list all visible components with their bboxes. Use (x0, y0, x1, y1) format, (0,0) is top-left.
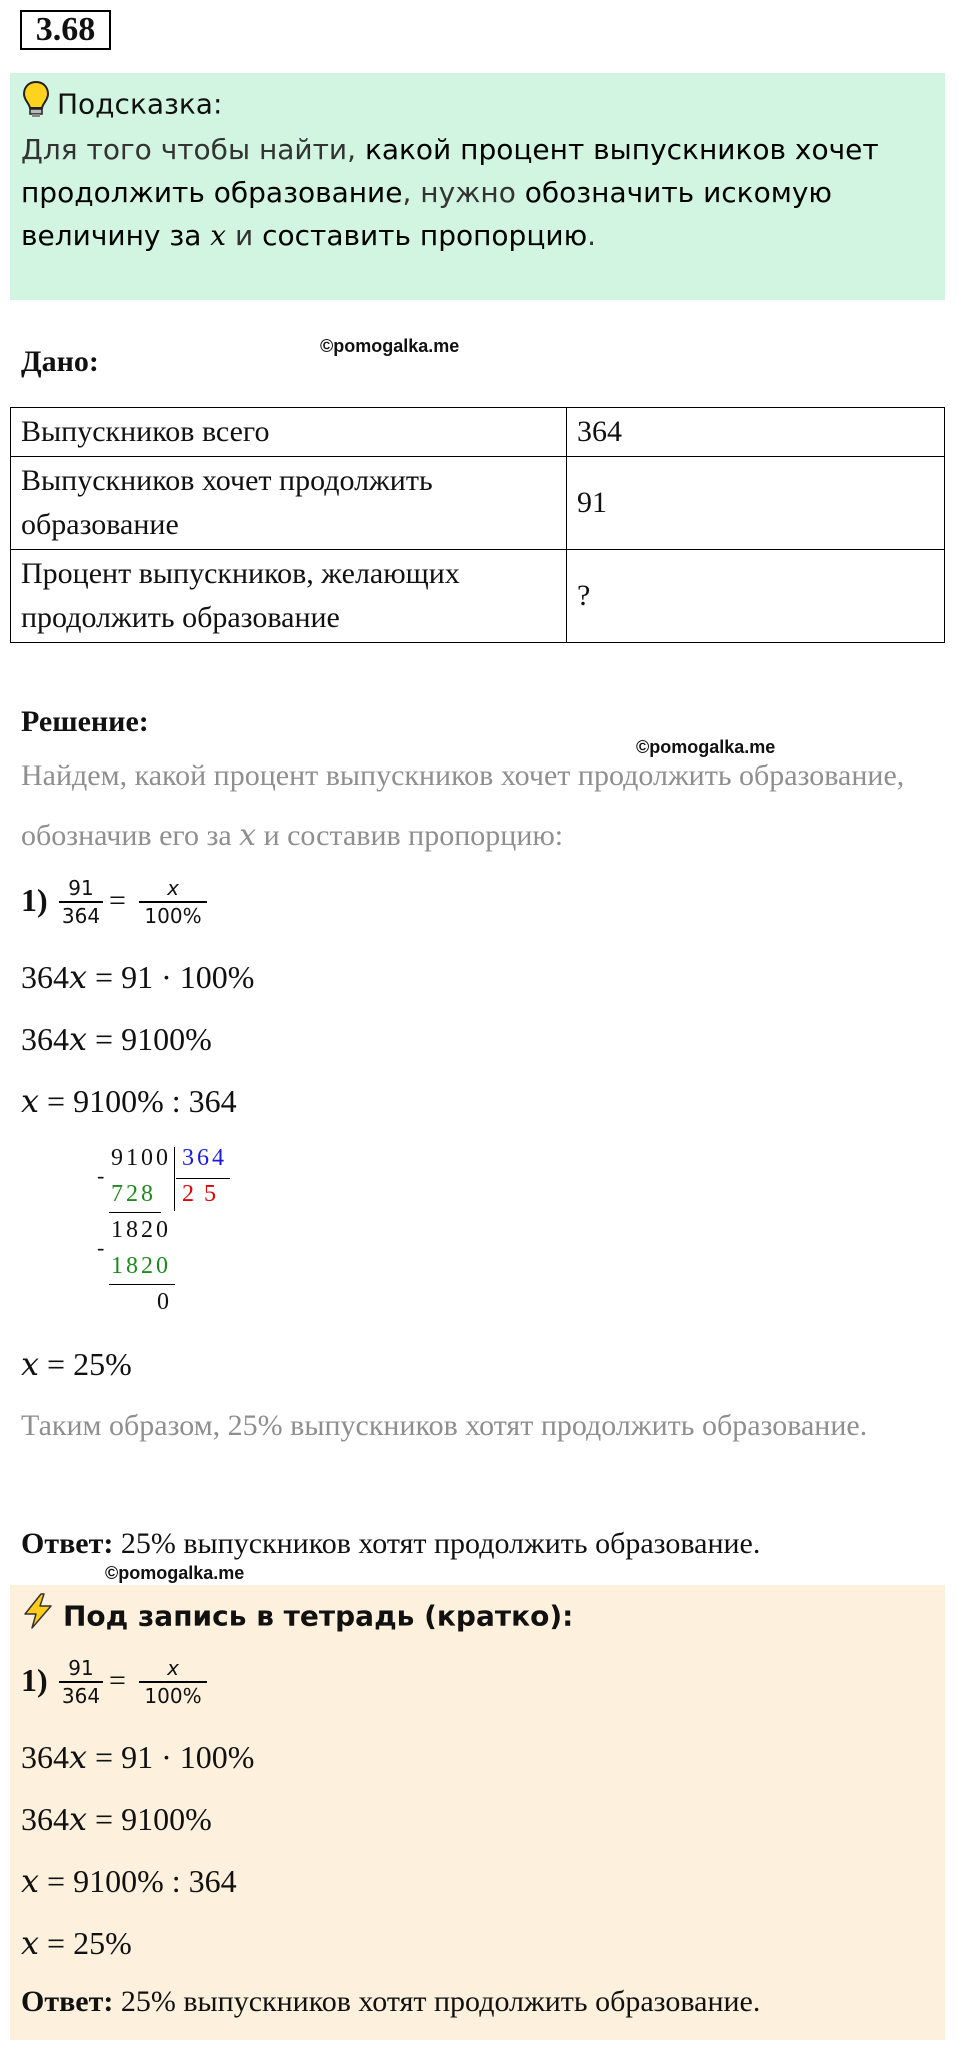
equation-line: x = 9100% : 364 (21, 1862, 237, 1900)
table-cell-label: Процент выпускников, желающих продолжить образование (11, 550, 567, 643)
final-remainder: 0 (157, 1289, 172, 1315)
fraction-denominator: 364 (61, 1684, 101, 1708)
table-row (11, 550, 945, 643)
hint-text-emphasis: составить пропорцию (262, 219, 588, 252)
hint-text (21, 128, 931, 257)
fraction-numerator: 91 (68, 1656, 94, 1680)
fraction-right (139, 875, 207, 929)
watermark: ©pomogalka.me (105, 1563, 245, 1583)
hint-title-row (21, 80, 222, 131)
fraction-denominator: 100% (144, 1684, 202, 1708)
table-cell-value: ? (567, 550, 945, 643)
fraction-left (59, 875, 103, 929)
fraction-numerator: x (167, 876, 179, 900)
given-table (10, 407, 945, 643)
intro-variable: x (239, 818, 257, 853)
equals-sign: = (109, 884, 126, 917)
solution-intro (21, 746, 921, 866)
equation-line: x = 9100% : 364 (21, 1082, 237, 1120)
lightning-icon (21, 1592, 55, 1643)
equation-line: 364x = 91 · 100% (21, 1738, 255, 1776)
fraction-right (139, 1655, 207, 1709)
dividend: 9100 (111, 1145, 171, 1171)
problem-number: 3.68 (20, 10, 111, 50)
short-title-row (21, 1592, 573, 1643)
fraction-denominator: 364 (61, 904, 101, 928)
hint-variable: x (210, 219, 227, 252)
divisor: 364 (182, 1145, 227, 1171)
watermark: ©pomogalka.me (320, 336, 460, 356)
conclusion: Таким образом, 25% выпускников хотят продолжить образование. (21, 1409, 868, 1442)
short-title: Под запись в тетрадь (кратко): (63, 1599, 574, 1633)
fraction-left (59, 1655, 103, 1709)
result-line: x = 25% (21, 1345, 132, 1383)
long-division (95, 1145, 245, 1320)
equation-line: 364x = 9100% (21, 1020, 212, 1058)
hint-text-part: , нужно (402, 176, 525, 209)
equation-line: x = 25% (21, 1924, 132, 1962)
equation-line: 364x = 9100% (21, 1800, 212, 1838)
answer (21, 1527, 760, 1561)
intro-text: Найдем, какой процент выпускников хочет продолжить образование, обозначив его за (21, 759, 905, 852)
step-label: 1) (21, 882, 48, 918)
hint-text-emphasis: обозначить искомую величину за (21, 176, 832, 252)
equals-sign: = (109, 1664, 126, 1697)
intro-text: и составив пропорцию: (256, 819, 564, 852)
table-cell-label: Выпускников всего (11, 408, 567, 457)
hint-text-emphasis: какой процент выпускников хочет продолжить образование (21, 133, 879, 209)
table-cell-label: Выпускников хочет продолжить образование (11, 457, 567, 550)
hint-title: Подсказка: (57, 87, 223, 121)
hint-text-part: Для того чтобы найти, (21, 133, 365, 166)
answer-text: 25% выпускников хотят продолжить образование. (113, 1527, 761, 1560)
subtrahend: 1820 (111, 1253, 171, 1279)
table-cell-value: 364 (567, 408, 945, 457)
step-label: 1) (21, 1662, 48, 1698)
hint-text-part: и (226, 219, 263, 252)
solution-title: Решение: (21, 705, 149, 738)
given-title: Дано: (21, 345, 99, 378)
answer-text: 25% выпускников хотят продолжить образование. (113, 1985, 761, 2018)
table-row (11, 408, 945, 457)
lightbulb-icon (21, 80, 51, 131)
watermark: ©pomogalka.me (636, 737, 776, 757)
table-row (11, 457, 945, 550)
subtrahend: 728 (111, 1181, 156, 1207)
minus-sign: - (97, 1235, 108, 1260)
equation-line: 364x = 91 · 100% (21, 958, 255, 996)
fraction-numerator: x (167, 1656, 179, 1680)
answer (21, 1985, 760, 2019)
answer-label: Ответ: (21, 1527, 114, 1560)
table-cell-value: 91 (567, 457, 945, 550)
hint-text-part: . (587, 219, 597, 252)
partial-remainder: 1820 (111, 1217, 171, 1243)
fraction-denominator: 100% (144, 904, 202, 928)
answer-label: Ответ: (21, 1985, 114, 2018)
quotient: 25 (182, 1181, 226, 1207)
minus-sign: - (97, 1163, 108, 1188)
fraction-numerator: 91 (68, 876, 94, 900)
